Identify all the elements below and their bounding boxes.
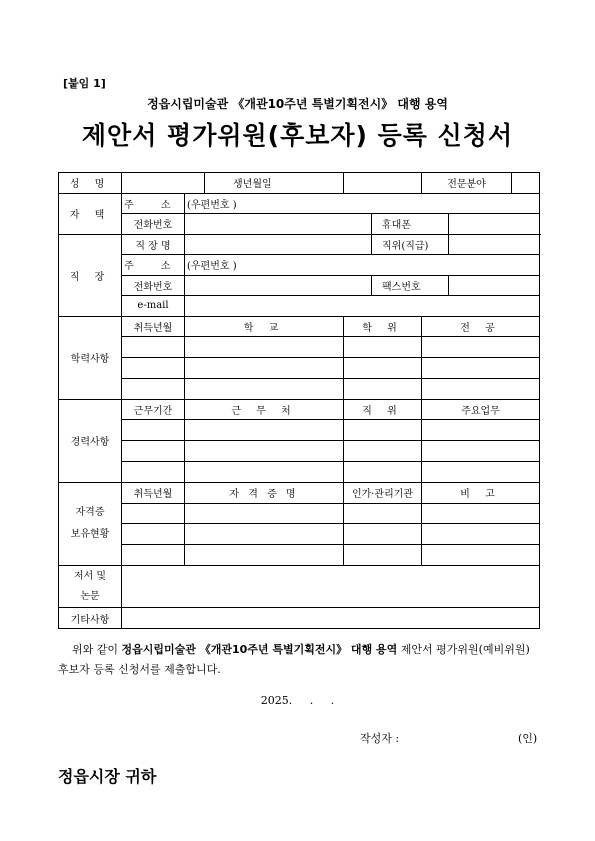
work-postal-placeholder: (우편번호 ) [187, 261, 237, 273]
mobile-label: 휴대폰 [372, 214, 449, 235]
education-label: 학력사항 [59, 316, 122, 399]
license-cell[interactable] [344, 503, 422, 524]
etc-label: 기타사항 [59, 608, 122, 629]
license-cell[interactable] [422, 524, 540, 545]
author-label: 작성자 : [360, 732, 400, 745]
career-header-duty: 주요업무 [422, 399, 540, 420]
publications-label [59, 566, 122, 608]
edu-cell[interactable] [122, 378, 185, 399]
career-cell[interactable] [422, 420, 540, 441]
edu-cell[interactable] [122, 358, 185, 379]
work-label: 직 장 [59, 234, 122, 316]
license-cell[interactable] [422, 545, 540, 566]
license-cell[interactable] [185, 503, 344, 524]
specialty-label: 전문분야 [422, 173, 512, 194]
license-cell[interactable] [185, 524, 344, 545]
work-phone-field[interactable] [185, 275, 372, 296]
career-cell[interactable] [185, 462, 344, 483]
license-cell[interactable] [422, 503, 540, 524]
license-cell[interactable] [122, 503, 185, 524]
edu-cell[interactable] [344, 358, 422, 379]
declaration-pre: 위와 같이 [72, 643, 122, 656]
license-header-name: 자 격 증 명 [185, 482, 344, 503]
email-field[interactable] [185, 296, 540, 317]
career-cell[interactable] [344, 462, 422, 483]
fax-label: 팩스번호 [372, 275, 449, 296]
edu-cell[interactable] [185, 337, 344, 358]
addressee: 정읍시장 귀하 [58, 767, 157, 786]
license-cell[interactable] [122, 545, 185, 566]
work-phone-label: 전화번호 [122, 275, 185, 296]
career-cell[interactable] [344, 441, 422, 462]
career-label: 경력사항 [59, 399, 122, 482]
career-header-period: 근무기간 [122, 399, 185, 420]
home-address-field[interactable] [185, 193, 540, 214]
license-header-authority: 인가·관리기관 [344, 482, 422, 503]
document-subtitle: 정읍시립미술관 《개관10주년 특별기획전시》 대행 용역 [147, 97, 448, 111]
license-cell[interactable] [185, 545, 344, 566]
declaration-project: 정읍시립미술관 《개관10주년 특별기획전시》 대행 용역 [121, 643, 398, 656]
edu-cell[interactable] [422, 358, 540, 379]
work-name-field[interactable] [185, 234, 372, 255]
publications-label-line2: 논문 [80, 590, 100, 602]
career-header-position: 직 위 [344, 399, 422, 420]
license-cell[interactable] [344, 524, 422, 545]
license-label-line2: 보유현황 [70, 528, 110, 540]
position-field[interactable] [449, 234, 540, 255]
etc-field[interactable] [122, 608, 540, 629]
edu-header-major: 전 공 [422, 316, 540, 337]
declaration-text [58, 640, 539, 680]
name-label: 성 명 [59, 173, 122, 194]
home-phone-field[interactable] [185, 214, 372, 235]
publications-field[interactable] [122, 566, 540, 608]
license-header-date: 취득년월 [122, 482, 185, 503]
license-label-line1: 자격증 [75, 506, 105, 518]
position-label: 직위(직급) [372, 234, 449, 255]
edu-header-school: 학 교 [185, 316, 344, 337]
seal-mark: (인) [518, 732, 538, 745]
fax-field[interactable] [449, 275, 540, 296]
edu-cell[interactable] [185, 378, 344, 399]
career-header-workplace: 근 무 처 [185, 399, 344, 420]
attachment-label: [붙임 1] [63, 77, 106, 90]
application-form-table [58, 172, 540, 629]
work-address-label: 주 소 [122, 255, 185, 276]
submission-date: 2025. . . [260, 694, 335, 707]
edu-cell[interactable] [344, 378, 422, 399]
career-cell[interactable] [422, 441, 540, 462]
career-cell[interactable] [185, 420, 344, 441]
license-cell[interactable] [344, 545, 422, 566]
home-postal-placeholder: (우편번호 ) [187, 199, 237, 211]
career-cell[interactable] [122, 441, 185, 462]
birth-field[interactable] [344, 173, 422, 194]
publications-label-line1: 저서 및 [73, 570, 107, 582]
edu-cell[interactable] [344, 337, 422, 358]
work-name-label: 직 장 명 [122, 234, 185, 255]
document-title: 제안서 평가위원(후보자) 등록 신청서 [81, 121, 514, 150]
mobile-field[interactable] [449, 214, 540, 235]
name-field[interactable] [122, 173, 205, 194]
email-label: e-mail [122, 296, 185, 317]
home-phone-label: 전화번호 [122, 214, 185, 235]
edu-header-degree: 학 위 [344, 316, 422, 337]
license-label [59, 482, 122, 565]
edu-cell[interactable] [185, 358, 344, 379]
career-cell[interactable] [422, 462, 540, 483]
edu-cell[interactable] [122, 337, 185, 358]
license-header-note: 비 고 [422, 482, 540, 503]
edu-cell[interactable] [422, 337, 540, 358]
home-address-label: 주 소 [122, 193, 185, 214]
edu-cell[interactable] [422, 378, 540, 399]
career-cell[interactable] [344, 420, 422, 441]
career-cell[interactable] [185, 441, 344, 462]
birth-label: 생년월일 [205, 173, 344, 194]
work-address-field[interactable] [185, 255, 540, 276]
career-cell[interactable] [122, 420, 185, 441]
declaration-post: 제안서 평가위원(예비위원) 후보자 등록 신청서를 제출합니다. [58, 643, 530, 676]
home-label: 자 택 [59, 193, 122, 234]
edu-header-date: 취득년월 [122, 316, 185, 337]
specialty-field[interactable] [512, 173, 540, 194]
license-cell[interactable] [122, 524, 185, 545]
career-cell[interactable] [122, 462, 185, 483]
